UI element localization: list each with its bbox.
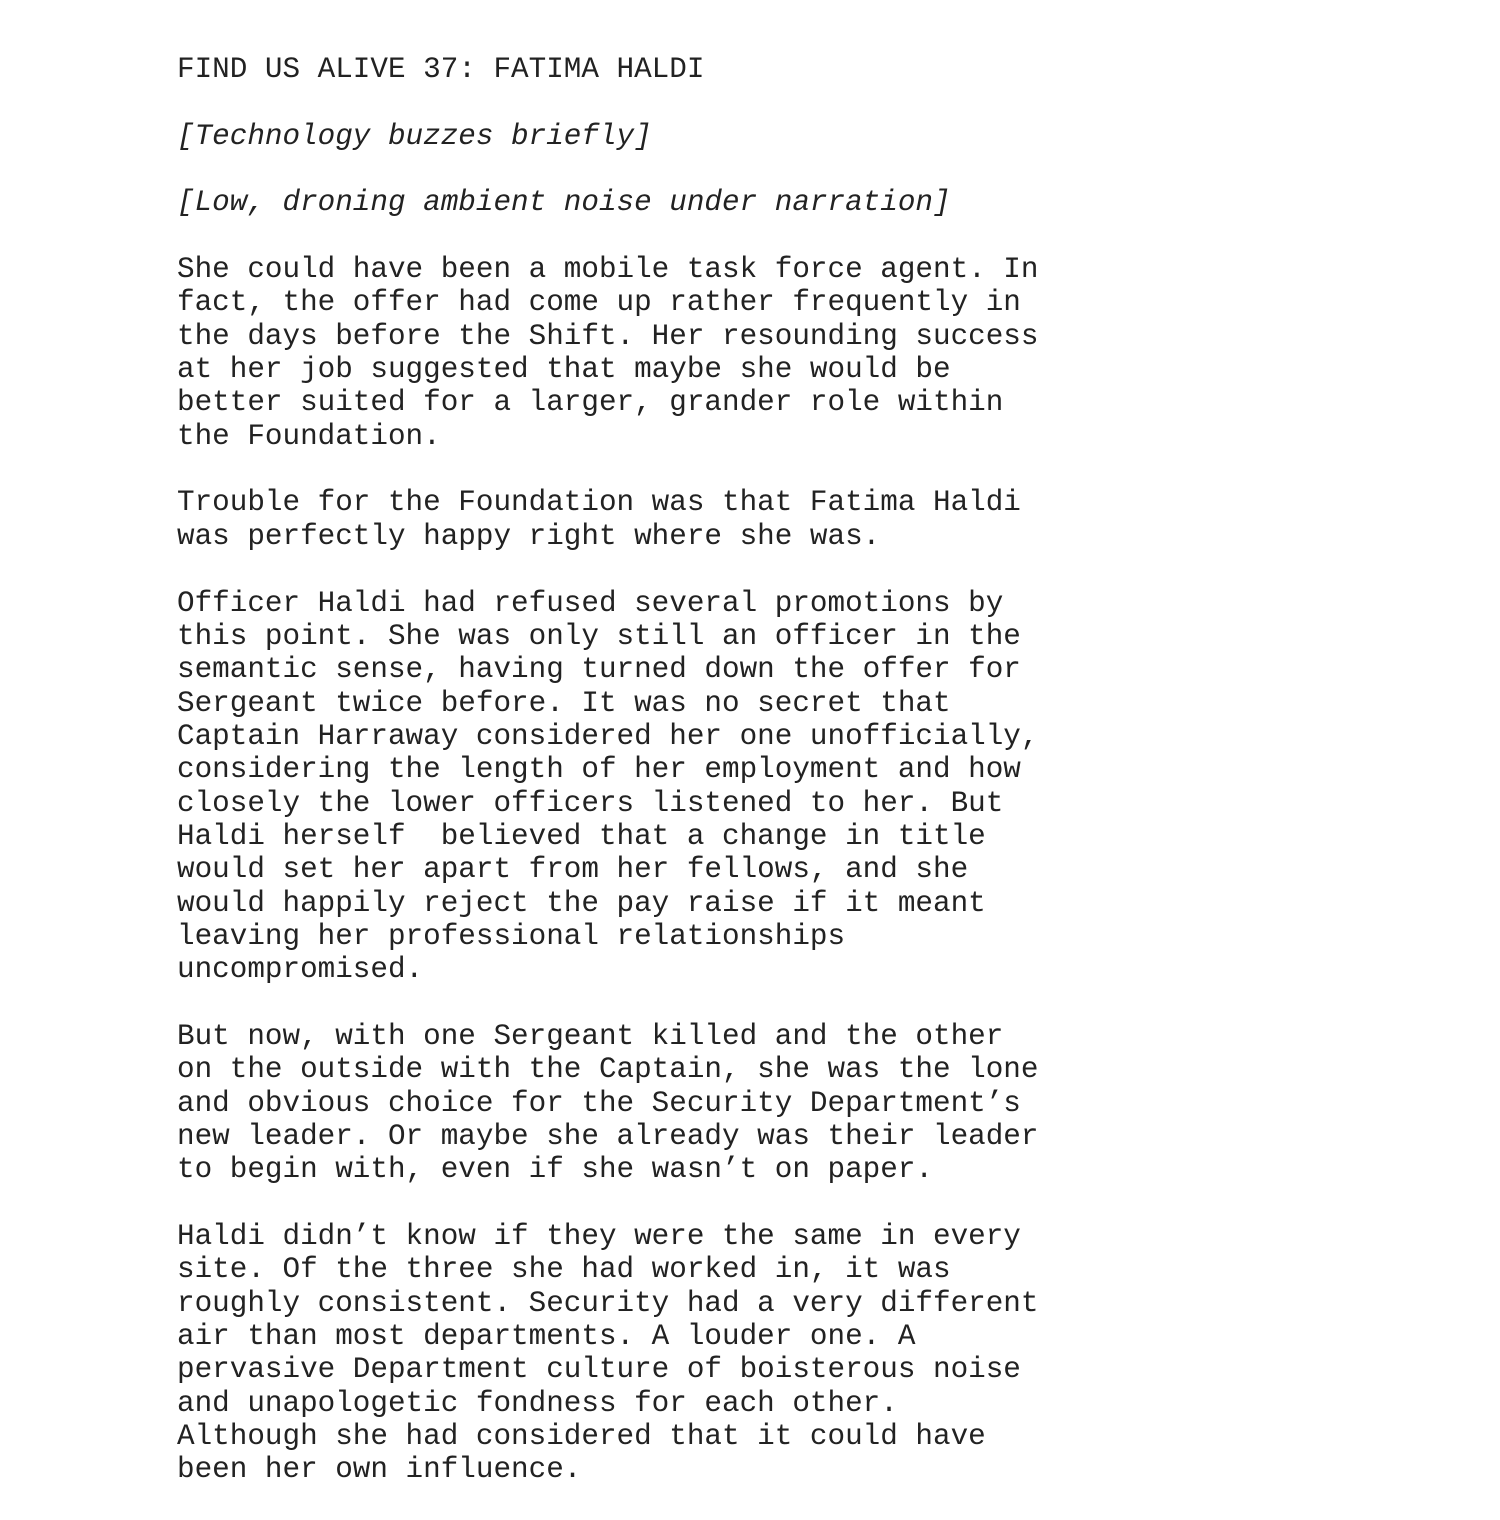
narration-paragraph [177,253,1038,453]
paragraph-line: Sergeant twice before. It was no secret that [177,686,951,720]
paragraph-line: semantic sense, having turned down the offer for [177,653,1021,687]
paragraph-line: Although she had considered that it could have [177,1420,986,1454]
paragraph-line: new leader. Or maybe she already was their leader [177,1120,1039,1153]
document-title [177,53,1038,86]
stage-direction [177,186,1038,219]
paragraph-line: at her job suggested that maybe she would be [177,353,951,387]
narration-paragraph [177,1220,1038,1487]
paragraph-line: leaving her professional relationships [177,919,846,953]
paragraph-line: and unapologetic fondness for each other. [177,1386,898,1420]
paragraph-line: considering the length of her employment and how [177,753,1021,787]
narration-paragraph [177,486,1038,553]
paragraph-line: site. Of the three she had worked in, it was [177,1253,951,1287]
paragraph-line: roughly consistent. Security had a very different [177,1286,1039,1320]
paragraph-line: Trouble for the Foundation was that Fatima Haldi [177,486,1021,520]
stage-direction-text: [Low, droning ambient noise under narration] [177,186,951,220]
narration-paragraph [177,587,1038,987]
paragraph-line: air than most departments. A louder one. A [177,1320,916,1354]
paragraph-line: Officer Haldi had refused several promotions by [177,586,1004,620]
document-page [177,53,1038,1520]
paragraph-line: Haldi herself believed that a change in title [177,819,986,853]
paragraph-line: Captain Harraway considered her one unofficially, [177,719,1039,753]
paragraph-line: But now, with one Sergeant killed and the other [177,1019,1004,1053]
paragraph-line: been her own influence. [177,1453,582,1487]
paragraph-line: on the outside with the Captain, she was the lone [177,1053,1039,1087]
paragraph-line: this point. She was only still an officer in the [177,619,1021,653]
paragraph-line: would set her apart from her fellows, and she [177,853,969,887]
title-text: FIND US ALIVE 37: FATIMA HALDI [177,53,705,86]
paragraph-line: would happily reject the pay raise if it meant [177,886,986,920]
stage-direction-text: [Technology buzzes briefly] [177,119,652,153]
paragraph-line: uncompromised. [177,953,424,987]
paragraph-line: closely the lower officers listened to her. But [177,786,1004,820]
paragraph-line: pervasive Department culture of boisterous noise [177,1353,1021,1387]
narration-paragraph [177,1020,1038,1187]
paragraph-line: better suited for a larger, grander role within [177,386,1004,420]
paragraph-line: the days before the Shift. Her resounding success [177,319,1039,353]
paragraph-line: She could have been a mobile task force agent. In [177,253,1039,287]
paragraph-line: the Foundation. [177,419,441,453]
paragraph-line: and obvious choice for the Security Department’s [177,1086,1021,1120]
paragraph-line: was perfectly happy right where she was. [177,519,881,553]
stage-direction [177,120,1038,153]
paragraph-line: fact, the offer had come up rather frequently in [177,286,1021,320]
paragraph-line: Haldi didn’t know if they were the same in every [177,1220,1021,1254]
paragraph-line: to begin with, even if she wasn’t on paper. [177,1153,933,1187]
